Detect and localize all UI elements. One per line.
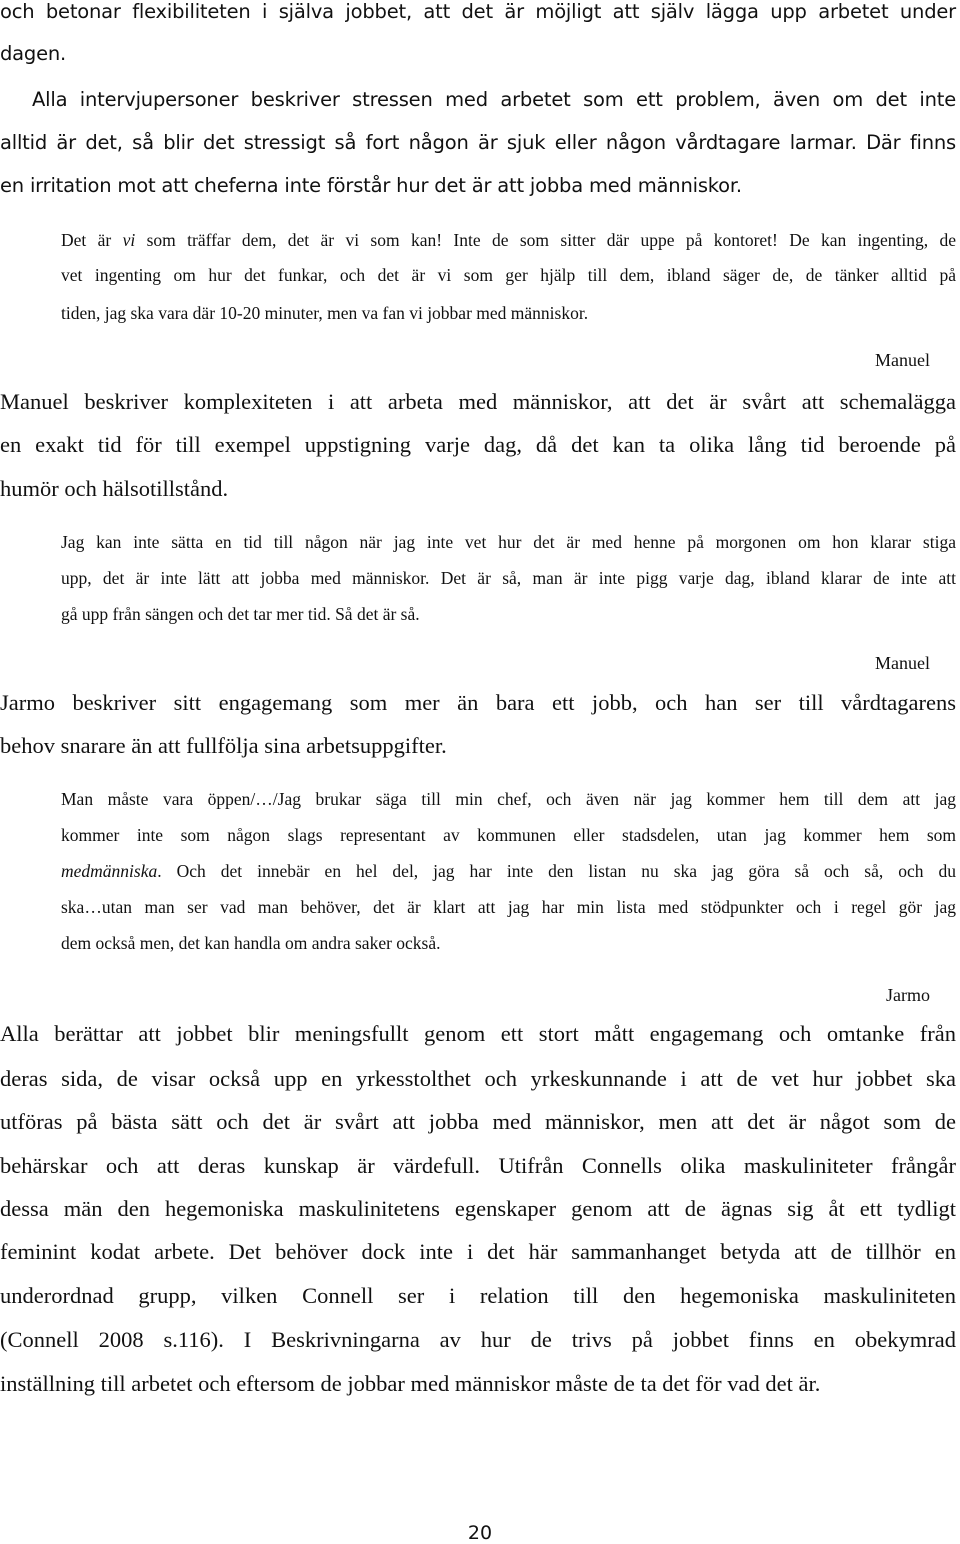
para4-line-9: inställning till arbetet och eftersom de jobbar med människor måste de ta det för vad det är. xyxy=(0,1371,821,1396)
para2-line-1: Manuel beskriver komplexiteten i att arbeta med människor, att det är svårt att schemalägga xyxy=(0,389,956,414)
para4-line-5: dessa män den hegemoniska maskulinitetens egenskaper genom att de ägnas sig åt ett tydligt xyxy=(0,1196,956,1221)
para2-line-2: en exakt tid för till exempel uppstigning varje dag, då det kan ta olika lång tid beroende på xyxy=(0,432,956,457)
intro-line-1: och betonar flexibiliteten i själva jobbet, att det är möjligt att själv lägga upp arbetet under xyxy=(0,0,956,23)
quote3-line-5: dem också men, det kan handla om andra saker också. xyxy=(61,933,441,953)
quote3-line-2: kommer inte som någon slags representant av kommunen eller stadsdelen, utan jag kommer hem som xyxy=(61,825,956,845)
para2-line-3: humör och hälsotillstånd. xyxy=(0,476,229,501)
quote2-line-1: Jag kan inte sätta en tid till någon när jag inte vet hur det är med henne på morgonen om hon klarar stiga xyxy=(61,532,956,552)
para4-line-6: feminint kodat arbete. Det behöver dock inte i det här sammanhanget betyda att de tillhör en xyxy=(0,1239,956,1264)
quote1-line-2: vet ingenting om hur det funkar, och det är vi som ger hjälp till dem, ibland säger de, de tänker alltid på xyxy=(61,265,956,285)
quote2-attribution: Manuel xyxy=(875,653,930,673)
quote3-line-1: Man måste vara öppen/…/Jag brukar säga till min chef, och även när jag kommer hem till dem att jag xyxy=(61,789,956,809)
quote3-line-3: medmänniska. Och det innebär en hel del, jag har inte den listan nu ska jag göra så och så, och du xyxy=(61,861,956,881)
intro-line-5: en irritation mot att cheferna inte förstår hur det är att jobba med människor. xyxy=(0,174,742,197)
quote2-line-2: upp, det är inte lätt att jobba med människor. Det är så, man är inte pigg varje dag, ibland klarar de inte att xyxy=(61,568,956,588)
para4-line-2: deras sida, de visar också upp en yrkesstolthet och yrkeskunnande i att de vet hur jobbet ska xyxy=(0,1066,956,1091)
quote1-line-3: tiden, jag ska vara där 10-20 minuter, men va fan vi jobbar med människor. xyxy=(61,303,589,323)
para3-line-1: Jarmo beskriver sitt engagemang som mer än bara ett jobb, och han ser till vårdtagarens xyxy=(0,690,956,715)
para4-line-3: utföras på bästa sätt och det är svårt att jobba med människor, men att det är något som de xyxy=(0,1109,956,1134)
page-number: 20 xyxy=(467,1522,493,1544)
intro-line-4: alltid är det, så blir det stressigt så fort någon är sjuk eller någon vårdtagare larmar. Där finns xyxy=(0,131,956,154)
quote1-line-1: Det är vi som träffar dem, det är vi som kan! Inte de som sitter där uppe på kontoret! De kan ingenting, de xyxy=(61,230,956,250)
quote3-attribution: Jarmo xyxy=(886,985,930,1005)
intro-line-3: Alla intervjupersoner beskriver stressen med arbetet som ett problem, även om det inte xyxy=(32,88,956,111)
para4-line-1: Alla berättar att jobbet blir meningsfullt genom ett stort mått engagemang och omtanke från xyxy=(0,1021,956,1046)
para4-line-7: underordnad grupp, vilken Connell ser i relation till den hegemoniska maskuliniteten xyxy=(0,1283,956,1308)
quote1-attribution: Manuel xyxy=(875,350,930,370)
quote3-line-4: ska…utan man ser vad man behöver, det är klart att jag har min lista med stödpunkter och i regel gör jag xyxy=(61,897,956,917)
intro-line-2: dagen. xyxy=(0,42,67,65)
para4-line-8: (Connell 2008 s.116). I Beskrivningarna av hur de trivs på jobbet finns en obekymrad xyxy=(0,1327,956,1352)
para4-line-4: behärskar och att deras kunskap är värdefull. Utifrån Connells olika maskuliniteter frångår xyxy=(0,1153,956,1178)
quote2-line-3: gå upp från sängen och det tar mer tid. Så det är så. xyxy=(61,604,420,624)
para3-line-2: behov snarare än att fullfölja sina arbetsuppgifter. xyxy=(0,733,447,758)
